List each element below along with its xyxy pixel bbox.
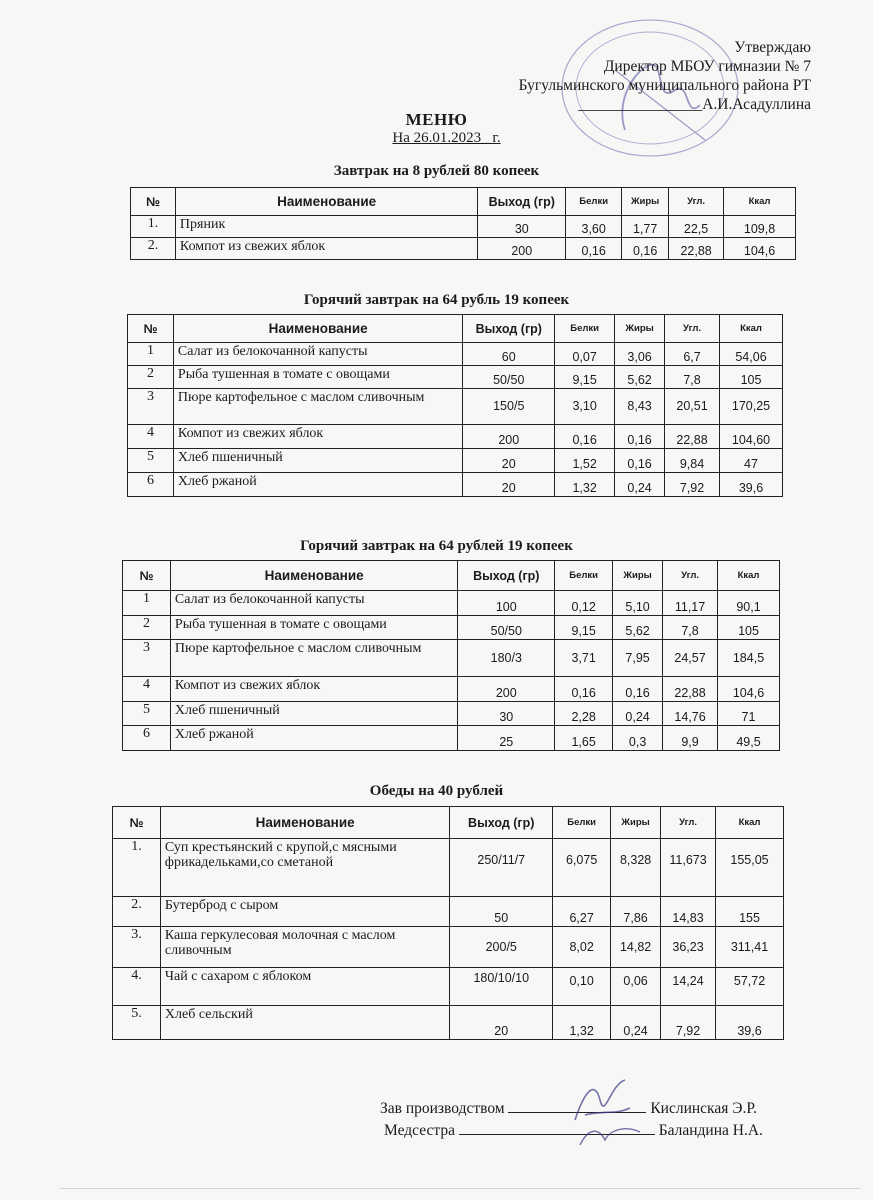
table-row xyxy=(131,216,796,238)
col-carbs: Угл. xyxy=(661,807,716,839)
row-name: Салат из белокочанной капусты xyxy=(173,343,462,366)
row-protein: 9,15 xyxy=(555,366,615,389)
row-carbs: 7,8 xyxy=(663,616,718,640)
row-name: Салат из белокочанной капусты xyxy=(170,591,457,616)
row-fat: 7,86 xyxy=(611,897,661,927)
row-name: Пюре картофельное с маслом сливочным xyxy=(170,640,457,677)
row-fat: 14,82 xyxy=(611,927,661,968)
row-name: Пряник xyxy=(175,216,477,238)
col-kcal: Ккал xyxy=(716,807,784,839)
row-protein: 0,16 xyxy=(566,238,622,260)
row-protein: 0,07 xyxy=(555,343,615,366)
row-kcal: 104,6 xyxy=(718,677,780,702)
row-kcal: 155 xyxy=(716,897,784,927)
table-row xyxy=(123,616,780,640)
table-row xyxy=(128,473,783,497)
row-protein: 0,16 xyxy=(555,677,613,702)
row-yield: 100 xyxy=(458,591,555,616)
row-kcal: 104,6 xyxy=(724,238,796,260)
row-yield: 50 xyxy=(450,897,553,927)
row-carbs: 24,57 xyxy=(663,640,718,677)
row-protein: 1,32 xyxy=(555,473,615,497)
col-yield: Выход (гр) xyxy=(478,188,566,216)
row-yield: 250/11/7 xyxy=(450,839,553,897)
row-name: Компот из свежих яблок xyxy=(173,425,462,449)
col-protein: Белки xyxy=(566,188,622,216)
row-name: Хлеб ржаной xyxy=(173,473,462,497)
table-row xyxy=(123,640,780,677)
row-fat: 0,16 xyxy=(615,425,665,449)
col-kcal: Ккал xyxy=(718,561,780,591)
table-row xyxy=(113,897,784,927)
row-name: Компот из свежих яблок xyxy=(175,238,477,260)
row-yield: 200 xyxy=(458,677,555,702)
scan-fold-line xyxy=(60,1188,860,1189)
row-kcal: 105 xyxy=(718,616,780,640)
row-protein: 1,52 xyxy=(555,449,615,473)
row-kcal: 39,6 xyxy=(716,1006,784,1040)
row-yield: 50/50 xyxy=(458,616,555,640)
row-kcal: 104,60 xyxy=(720,425,783,449)
col-carbs: Угл. xyxy=(669,188,724,216)
approval-line-3: Бугульминского муниципального района РТ xyxy=(518,77,811,94)
row-num: 1. xyxy=(131,216,176,238)
row-num: 4 xyxy=(128,425,174,449)
row-num: 2 xyxy=(128,366,174,389)
table-breakfast xyxy=(130,187,796,260)
col-num: № xyxy=(123,561,171,591)
section-title-lunch: Обеды на 40 рублей xyxy=(369,783,504,799)
table-row xyxy=(113,1006,784,1040)
approval-line-1: Утверждаю xyxy=(734,39,811,56)
col-name: Наименование xyxy=(173,315,462,343)
row-carbs: 9,9 xyxy=(663,726,718,751)
col-name: Наименование xyxy=(160,807,449,839)
row-carbs: 36,23 xyxy=(661,927,716,968)
row-carbs: 22,88 xyxy=(665,425,720,449)
row-num: 6 xyxy=(128,473,174,497)
row-yield: 60 xyxy=(463,343,555,366)
row-num: 2. xyxy=(113,897,161,927)
col-yield: Выход (гр) xyxy=(463,315,555,343)
row-protein: 0,12 xyxy=(555,591,613,616)
col-carbs: Угл. xyxy=(663,561,718,591)
row-carbs: 6,7 xyxy=(665,343,720,366)
table-row xyxy=(128,449,783,473)
row-kcal: 155,05 xyxy=(716,839,784,897)
row-protein: 0,16 xyxy=(555,425,615,449)
approval-block xyxy=(519,38,811,114)
col-yield: Выход (гр) xyxy=(458,561,555,591)
row-protein: 1,32 xyxy=(553,1006,611,1040)
row-fat: 5,62 xyxy=(613,616,663,640)
table-header-row xyxy=(113,807,784,839)
row-yield: 200 xyxy=(463,425,555,449)
row-carbs: 14,24 xyxy=(661,968,716,1006)
approval-line-2: Директор МБОУ гимназии № 7 xyxy=(603,58,811,75)
row-name: Хлеб пшеничный xyxy=(173,449,462,473)
col-yield: Выход (гр) xyxy=(450,807,553,839)
col-num: № xyxy=(113,807,161,839)
row-fat: 0,24 xyxy=(611,1006,661,1040)
row-name: Чай с сахаром с яблоком xyxy=(160,968,449,1006)
row-name: Хлеб сельский xyxy=(160,1006,449,1040)
row-fat: 0,24 xyxy=(613,702,663,726)
row-protein: 3,60 xyxy=(566,216,622,238)
table-row xyxy=(113,839,784,897)
table-header-row xyxy=(128,315,783,343)
row-name: Рыба тушенная в томате с овощами xyxy=(173,366,462,389)
row-kcal: 47 xyxy=(720,449,783,473)
row-fat: 0,16 xyxy=(615,449,665,473)
row-kcal: 54,06 xyxy=(720,343,783,366)
row-num: 3 xyxy=(128,389,174,425)
row-protein: 0,10 xyxy=(553,968,611,1006)
col-carbs: Угл. xyxy=(665,315,720,343)
row-name: Пюре картофельное с маслом сливочным xyxy=(173,389,462,425)
row-fat: 0,24 xyxy=(615,473,665,497)
row-kcal: 49,5 xyxy=(718,726,780,751)
table-lunch xyxy=(112,806,784,1040)
table-row xyxy=(131,238,796,260)
row-num: 5 xyxy=(128,449,174,473)
row-protein: 2,28 xyxy=(555,702,613,726)
col-protein: Белки xyxy=(555,315,615,343)
table-row xyxy=(128,343,783,366)
row-fat: 5,10 xyxy=(613,591,663,616)
row-carbs: 9,84 xyxy=(665,449,720,473)
row-num: 3. xyxy=(113,927,161,968)
row-num: 6 xyxy=(123,726,171,751)
row-kcal: 105 xyxy=(720,366,783,389)
row-carbs: 11,673 xyxy=(661,839,716,897)
table-row xyxy=(123,591,780,616)
row-fat: 7,95 xyxy=(613,640,663,677)
page-title: МЕНЮ xyxy=(405,110,468,129)
section-title-hot-breakfast-1: Горячий завтрак на 64 рубль 19 копеек xyxy=(303,292,570,308)
row-carbs: 7,8 xyxy=(665,366,720,389)
row-protein: 3,10 xyxy=(555,389,615,425)
row-fat: 8,328 xyxy=(611,839,661,897)
row-fat: 1,77 xyxy=(622,216,669,238)
table-hot-breakfast-1 xyxy=(127,314,783,497)
row-carbs: 14,83 xyxy=(661,897,716,927)
table-row xyxy=(123,702,780,726)
row-carbs: 22,88 xyxy=(669,238,724,260)
col-protein: Белки xyxy=(555,561,613,591)
col-kcal: Ккал xyxy=(724,188,796,216)
row-yield: 20 xyxy=(463,473,555,497)
table-row xyxy=(113,968,784,1006)
row-kcal: 39,6 xyxy=(720,473,783,497)
row-yield: 20 xyxy=(463,449,555,473)
row-fat: 0,3 xyxy=(613,726,663,751)
row-yield: 200/5 xyxy=(450,927,553,968)
row-carbs: 7,92 xyxy=(665,473,720,497)
signature-role: Зав производством xyxy=(380,1100,505,1117)
row-name: Хлеб пшеничный xyxy=(170,702,457,726)
row-protein: 1,65 xyxy=(555,726,613,751)
signature-name: Кислинская Э.Р. xyxy=(650,1100,757,1117)
section-title-hot-breakfast-2: Горячий завтрак на 64 рублей 19 копеек xyxy=(300,538,573,554)
row-yield: 200 xyxy=(478,238,566,260)
row-yield: 30 xyxy=(478,216,566,238)
row-num: 5. xyxy=(113,1006,161,1040)
row-name: Рыба тушенная в томате с овощами xyxy=(170,616,457,640)
row-name: Суп крестьянский с крупой,с мясными фрикадельками,со сметаной xyxy=(160,839,449,897)
row-yield: 25 xyxy=(458,726,555,751)
table-hot-breakfast-2 xyxy=(122,560,780,751)
row-name: Каша геркулесовая молочная с маслом сливочным xyxy=(160,927,449,968)
row-yield: 50/50 xyxy=(463,366,555,389)
table-header-row xyxy=(123,561,780,591)
row-carbs: 11,17 xyxy=(663,591,718,616)
row-kcal: 184,5 xyxy=(718,640,780,677)
row-kcal: 71 xyxy=(718,702,780,726)
col-fat: Жиры xyxy=(613,561,663,591)
row-yield: 180/10/10 xyxy=(450,968,553,1006)
row-kcal: 90,1 xyxy=(718,591,780,616)
row-name: Хлеб ржаной xyxy=(170,726,457,751)
col-name: Наименование xyxy=(175,188,477,216)
row-num: 2. xyxy=(131,238,176,260)
table-row xyxy=(113,927,784,968)
col-fat: Жиры xyxy=(615,315,665,343)
section-title-breakfast: Завтрак на 8 рублей 80 копеек xyxy=(333,163,540,179)
signature-role: Медсестра xyxy=(384,1122,455,1139)
row-carbs: 22,88 xyxy=(663,677,718,702)
row-fat: 0,16 xyxy=(622,238,669,260)
row-protein: 6,075 xyxy=(553,839,611,897)
row-fat: 0,16 xyxy=(613,677,663,702)
row-num: 1 xyxy=(128,343,174,366)
row-yield: 30 xyxy=(458,702,555,726)
row-kcal: 57,72 xyxy=(716,968,784,1006)
table-row xyxy=(128,366,783,389)
row-num: 1 xyxy=(123,591,171,616)
row-protein: 3,71 xyxy=(555,640,613,677)
row-num: 4 xyxy=(123,677,171,702)
row-kcal: 109,8 xyxy=(724,216,796,238)
signature-name: Баландина Н.А. xyxy=(658,1122,763,1139)
row-kcal: 311,41 xyxy=(716,927,784,968)
menu-date: На 26.01.2023_ г. xyxy=(392,130,501,146)
row-name: Компот из свежих яблок xyxy=(170,677,457,702)
row-yield: 180/3 xyxy=(458,640,555,677)
col-fat: Жиры xyxy=(622,188,669,216)
row-carbs: 20,51 xyxy=(665,389,720,425)
row-num: 5 xyxy=(123,702,171,726)
row-carbs: 14,76 xyxy=(663,702,718,726)
row-kcal: 170,25 xyxy=(720,389,783,425)
row-carbs: 7,92 xyxy=(661,1006,716,1040)
row-protein: 8,02 xyxy=(553,927,611,968)
row-num: 2 xyxy=(123,616,171,640)
row-fat: 3,06 xyxy=(615,343,665,366)
row-yield: 20 xyxy=(450,1006,553,1040)
table-row xyxy=(128,389,783,425)
table-row xyxy=(123,726,780,751)
row-num: 1. xyxy=(113,839,161,897)
row-num: 3 xyxy=(123,640,171,677)
col-name: Наименование xyxy=(170,561,457,591)
row-protein: 6,27 xyxy=(553,897,611,927)
col-kcal: Ккал xyxy=(720,315,783,343)
col-num: № xyxy=(131,188,176,216)
handwritten-signature xyxy=(555,1070,655,1150)
row-protein: 9,15 xyxy=(555,616,613,640)
col-protein: Белки xyxy=(553,807,611,839)
col-num: № xyxy=(128,315,174,343)
row-fat: 5,62 xyxy=(615,366,665,389)
table-row xyxy=(128,425,783,449)
row-fat: 0,06 xyxy=(611,968,661,1006)
row-name: Бутерброд с сыром xyxy=(160,897,449,927)
row-yield: 150/5 xyxy=(463,389,555,425)
row-fat: 8,43 xyxy=(615,389,665,425)
table-header-row xyxy=(131,188,796,216)
row-carbs: 22,5 xyxy=(669,216,724,238)
table-row xyxy=(123,677,780,702)
col-fat: Жиры xyxy=(611,807,661,839)
approval-line-4: ________________А.И.Асадуллина xyxy=(578,96,811,113)
row-num: 4. xyxy=(113,968,161,1006)
